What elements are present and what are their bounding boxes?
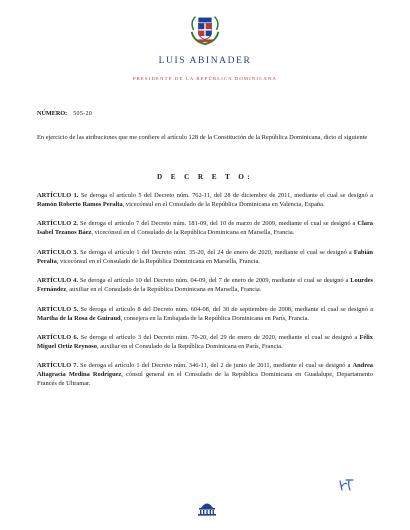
- article-person: Lourdes Fernández: [37, 277, 373, 294]
- article-6: [37, 333, 373, 351]
- article-text: Se deroga el artículo 1 del Decreto núm. 346-11, del 2 de junio de 2011, mediante el cual se designó a: [78, 362, 353, 370]
- intro-paragraph: En ejercicio de las atribuciones que me confiere el artículo 128 de la Constitución de la República Dominicana, dicto el siguiente: [37, 134, 368, 141]
- article-label: ARTÍCULO 5.: [37, 305, 79, 313]
- article-label: ARTÍCULO 7.: [37, 362, 79, 370]
- article-text: , consejera en la Embajada de la República Dominicana en París, Francia.: [120, 314, 310, 322]
- article-label: ARTÍCULO 6.: [37, 333, 79, 341]
- article-label: ARTÍCULO 3.: [37, 248, 79, 256]
- coat-of-arms-icon: [186, 9, 224, 47]
- article-4: [37, 276, 373, 294]
- president-name: LUIS ABINADER: [158, 56, 252, 66]
- articles-list: [37, 191, 373, 399]
- article-label: ARTÍCULO 2.: [37, 220, 79, 228]
- president-title: PRESIDENTE DE LA REPÚBLICA DOMINICANA: [133, 76, 277, 81]
- palace-emblem-icon: [197, 500, 217, 516]
- article-text: Se deroga el artículo 8 del Decreto núm. 604-08, del 30 de septiembre de 2008, mediante el cual se designó a: [78, 305, 373, 313]
- article-person: Fabián Peralta: [37, 248, 373, 265]
- article-2: [37, 219, 373, 237]
- article-3: [37, 248, 373, 266]
- article-text: Se deroga el artículo 5 del Decreto núm. 762-11, del 28 de diciembre de 2011, mediante el cual se designó a: [78, 192, 374, 199]
- article-text: , vicecónsul en el Consulado de la República Dominicana en Valencia, España.: [122, 201, 325, 209]
- article-1: [37, 191, 373, 209]
- handwritten-initials-icon: [338, 478, 354, 492]
- decreto-heading: D E C R E T O:: [156, 173, 254, 181]
- article-5: [37, 305, 373, 323]
- article-label: ARTÍCULO 1.: [37, 192, 79, 199]
- article-text: , auxiliar en el Consulado de la República Dominicana en París, Francia.: [97, 342, 283, 350]
- article-person: Andrea Altagracia Medina Rodríguez: [37, 362, 373, 379]
- decree-number: [37, 110, 92, 117]
- article-person: Félix Miguel Ortiz Reynoso: [37, 333, 373, 350]
- article-7: [37, 361, 373, 388]
- article-person: Clara Isabel Tezanos Báez: [37, 220, 373, 237]
- numero-value: 505-20: [73, 111, 93, 117]
- article-text: , vicecónsul en el Consulado de la República Dominicana en Marsella, Francia.: [56, 257, 260, 265]
- article-text: Se deroga el artículo 1 del Decreto núm. 35-20, del 24 de enero de 2020, mediante el cual se designó a: [78, 248, 354, 256]
- article-text: , vicecónsul en el Consulado de la República Dominicana en Marsella, Francia.: [91, 229, 295, 237]
- article-person: Martha de la Rosa de Guiraud: [37, 314, 121, 322]
- article-text: , cónsul general en el Consulado de la República Dominicana en Guadalupe, Departamento Francés de Ultramar.: [37, 371, 373, 388]
- article-text: Se deroga el artículo 7 del Decreto núm. 181-09, del 10 de marzo de 2009, mediante el cual se designó a: [78, 220, 358, 228]
- article-text: Se deroga el artículo 3 del Decreto núm. 70-20, del 29 de enero de 2020, mediante el cual se designó a: [78, 333, 360, 341]
- article-label: ARTÍCULO 4.: [37, 277, 78, 285]
- article-text: Se deroga el artículo 10 del Decreto núm. 04-09, del 7 de enero de 2009, mediante el cual se designó a: [77, 277, 351, 285]
- article-person: Ramón Roberto Ramos Peralta: [37, 201, 123, 209]
- article-text: , auxiliar en el Consulado de la República Dominicana en Marsella, Francia.: [66, 286, 262, 294]
- numero-label: NÚMERO:: [37, 110, 68, 117]
